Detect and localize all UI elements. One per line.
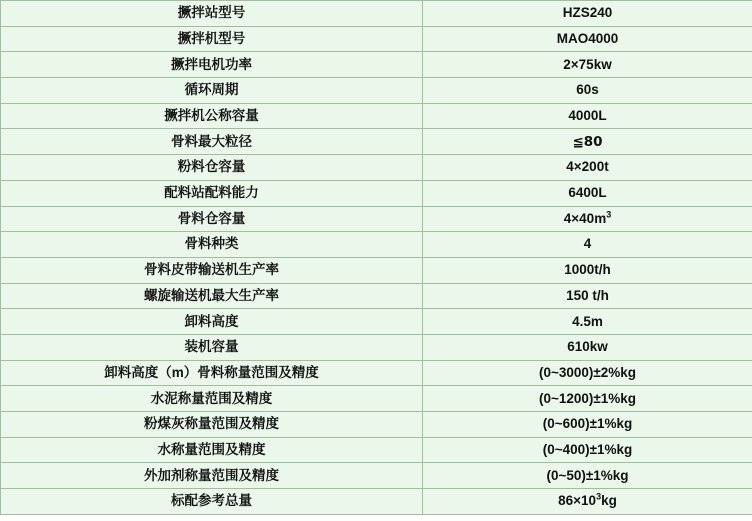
row-value: MAO4000 xyxy=(423,26,752,52)
table-row xyxy=(1,257,752,283)
table-row xyxy=(1,232,752,258)
table-row xyxy=(1,1,752,27)
row-label: 外加剂称量范围及精度 xyxy=(1,463,423,489)
table-row xyxy=(1,155,752,181)
table-row xyxy=(1,386,752,412)
table-body xyxy=(1,1,752,515)
row-value: $86\times 10^3kg$ xyxy=(423,489,752,515)
table-row xyxy=(1,360,752,386)
row-value: 4.5m xyxy=(423,309,752,335)
row-value: 6400L xyxy=(423,180,752,206)
row-value: 2×75kw xyxy=(423,52,752,78)
table-row xyxy=(1,180,752,206)
row-value: HZS240 xyxy=(423,1,752,27)
row-value: 150 t/h xyxy=(423,283,752,309)
row-value: ≦80 xyxy=(423,129,752,155)
row-value: $4\times 40m^3$ xyxy=(423,206,752,232)
row-value: 610kw xyxy=(423,334,752,360)
table-row xyxy=(1,283,752,309)
row-label: 骨料最大粒径 xyxy=(1,129,423,155)
table-row xyxy=(1,463,752,489)
row-label: 撅拌机型号 xyxy=(1,26,423,52)
row-value: 1000t/h xyxy=(423,257,752,283)
row-value: (0~1200)±1%kg xyxy=(423,386,752,412)
table-row xyxy=(1,103,752,129)
row-label: 循环周期 xyxy=(1,78,423,104)
row-label: 骨料皮带输送机生产率 xyxy=(1,257,423,283)
row-value: (0~50)±1%kg xyxy=(423,463,752,489)
table-row xyxy=(1,129,752,155)
table-row xyxy=(1,412,752,438)
row-label: 骨料仓容量 xyxy=(1,206,423,232)
row-label: 装机容量 xyxy=(1,334,423,360)
row-label: 撅拌电机功率 xyxy=(1,52,423,78)
row-label: 粉煤灰称量范围及精度 xyxy=(1,412,423,438)
row-value: 4 xyxy=(423,232,752,258)
row-label: 水称量范围及精度 xyxy=(1,437,423,463)
table-row xyxy=(1,334,752,360)
row-label: 撅拌机公称容量 xyxy=(1,103,423,129)
row-label: 卸料高度（m）骨料称量范围及精度 xyxy=(1,360,423,386)
table-row xyxy=(1,206,752,232)
row-value: (0~600)±1%kg xyxy=(423,412,752,438)
table-row xyxy=(1,437,752,463)
row-label: 标配参考总量 xyxy=(1,489,423,515)
row-label: 水泥称量范围及精度 xyxy=(1,386,423,412)
row-label: 卸料高度 xyxy=(1,309,423,335)
row-label: 配料站配料能力 xyxy=(1,180,423,206)
table-row xyxy=(1,52,752,78)
table-row xyxy=(1,309,752,335)
row-label: 螺旋输送机最大生产率 xyxy=(1,283,423,309)
row-label: 粉料仓容量 xyxy=(1,155,423,181)
row-value: (0~400)±1%kg xyxy=(423,437,752,463)
row-value: (0~3000)±2%kg xyxy=(423,360,752,386)
table-row xyxy=(1,78,752,104)
row-label: 骨料种类 xyxy=(1,232,423,258)
table-row xyxy=(1,489,752,515)
row-label: 撅拌站型号 xyxy=(1,1,423,27)
row-value: 4000L xyxy=(423,103,752,129)
row-value: 60s xyxy=(423,78,752,104)
table-row xyxy=(1,26,752,52)
row-value: 4×200t xyxy=(423,155,752,181)
